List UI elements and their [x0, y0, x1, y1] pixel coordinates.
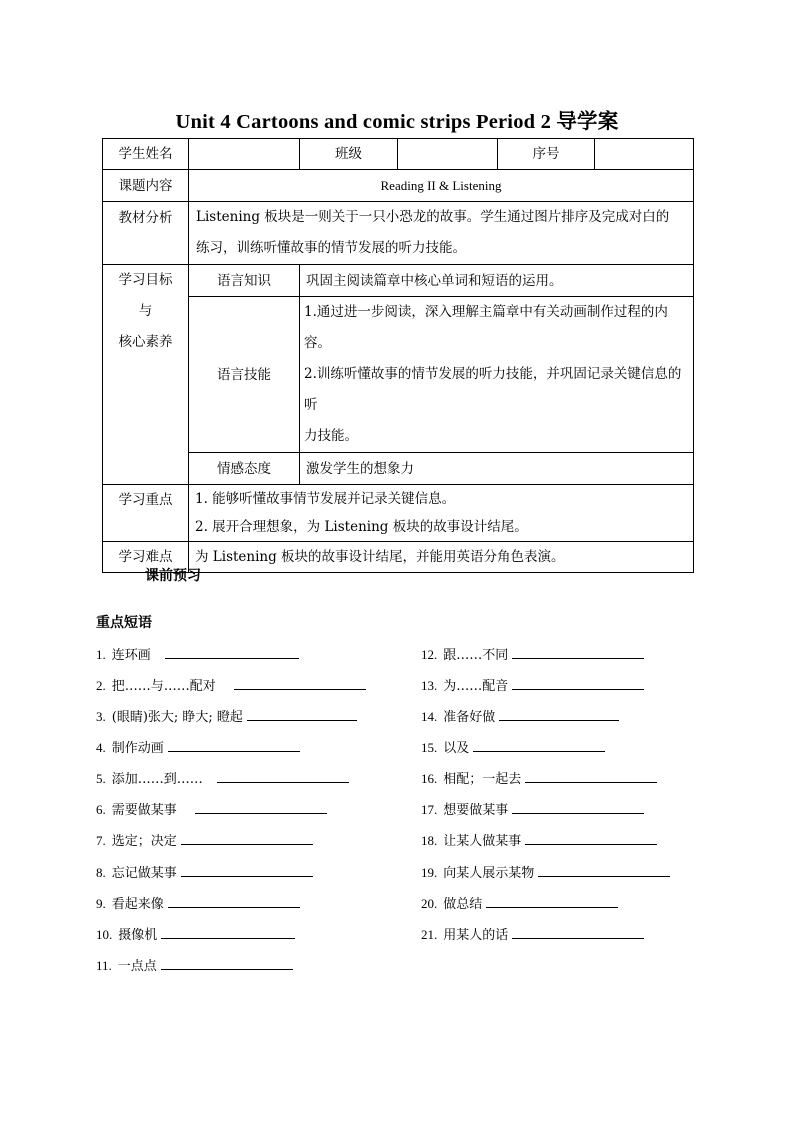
phrase-item	[421, 674, 644, 694]
phrase-text: 看起来像	[111, 897, 164, 912]
phrase-text: 摄像机	[118, 928, 158, 943]
analysis-row	[103, 202, 694, 265]
phrase-number: 11.	[96, 958, 112, 973]
skills-label: 语言技能	[189, 297, 300, 453]
phrase-item	[96, 736, 300, 756]
topic-label: 课题内容	[103, 170, 189, 202]
focus-line-1: 1. 能够听懂故事情节发展并记录关键信息。	[195, 491, 456, 507]
phrases-heading: 重点短语	[96, 615, 152, 631]
knowledge-value: 巩固主阅读篇章中核心单词和短语的运用。	[300, 265, 694, 297]
answer-blank[interactable]	[486, 892, 618, 908]
difficulty-label: 学习难点	[103, 542, 189, 573]
phrase-item	[421, 861, 670, 881]
skills-line-1: 1.通过进一步阅读，深入理解主篇章中有关动画制作过程的内容。	[304, 304, 668, 351]
phrase-item	[421, 736, 605, 756]
phrase-item	[96, 829, 313, 849]
phrase-text: 把……与……配对	[111, 679, 216, 694]
focus-label: 学习重点	[103, 485, 189, 542]
phrase-item	[96, 767, 349, 787]
phrase-text: 需要做某事	[111, 803, 177, 818]
phrase-text: 向某人展示某物	[443, 866, 535, 881]
phrase-text: 相配；一起去	[443, 772, 522, 787]
phrase-number: 16.	[421, 771, 438, 786]
answer-blank[interactable]	[247, 705, 357, 721]
goals-label	[103, 265, 189, 485]
phrase-number: 21.	[421, 927, 438, 942]
analysis-line-2: 练习，训练听懂故事的情节发展的听力技能。	[196, 240, 466, 256]
phrase-item	[421, 767, 657, 787]
phrase-number: 4.	[96, 740, 106, 755]
answer-blank[interactable]	[161, 923, 295, 939]
focus-row	[103, 485, 694, 542]
skills-line-2: 2.训练听懂故事的情节发展的听力技能，并巩固记录关键信息的听	[304, 366, 682, 413]
name-label: 学生姓名	[103, 139, 189, 170]
answer-blank[interactable]	[512, 643, 644, 659]
analysis-label: 教材分析	[103, 202, 189, 265]
knowledge-row	[103, 265, 694, 297]
answer-blank[interactable]	[161, 954, 293, 970]
phrase-number: 17.	[421, 802, 438, 817]
phrase-text: 做总结	[443, 897, 483, 912]
phrase-item	[96, 705, 357, 725]
phrase-number: 9.	[96, 896, 106, 911]
phrase-number: 13.	[421, 678, 438, 693]
lesson-info-table	[102, 138, 694, 573]
phrase-text: 制作动画	[111, 741, 164, 756]
phrase-text: 为……配音	[443, 679, 509, 694]
answer-blank[interactable]	[512, 674, 644, 690]
answer-blank[interactable]	[234, 674, 366, 690]
skills-value	[300, 297, 694, 453]
phrase-item	[96, 892, 300, 912]
page-title: Unit 4 Cartoons and comic strips Period 2 导学案	[175, 111, 619, 133]
answer-blank[interactable]	[168, 736, 300, 752]
phrase-text: 选定；决定	[111, 834, 177, 849]
answer-blank[interactable]	[538, 861, 670, 877]
phrase-item	[96, 798, 327, 818]
phrase-text: 以及	[443, 741, 470, 756]
analysis-line-1: Listening 板块是一则关于一只小恐龙的故事。学生通过图片排序及完成对白的	[196, 209, 670, 225]
answer-blank[interactable]	[525, 767, 657, 783]
answer-blank[interactable]	[512, 923, 644, 939]
phrase-item	[96, 923, 295, 943]
phrase-text: 添加……到……	[111, 772, 203, 787]
phrase-text: 让某人做某事	[443, 834, 522, 849]
phrase-item	[421, 829, 657, 849]
phrase-item	[421, 643, 644, 663]
attitude-label: 情感态度	[189, 453, 300, 485]
phrase-text: 忘记做某事	[111, 866, 177, 881]
phrase-text: 跟……不同	[443, 648, 509, 663]
answer-blank[interactable]	[168, 892, 300, 908]
phrase-text: 连环画	[111, 648, 151, 663]
phrase-number: 1.	[96, 647, 106, 662]
phrase-item	[421, 923, 644, 943]
phrase-number: 18.	[421, 833, 438, 848]
answer-blank[interactable]	[165, 643, 299, 659]
phrase-number: 10.	[96, 927, 113, 942]
phrase-number: 5.	[96, 771, 106, 786]
attitude-value: 激发学生的想象力	[300, 453, 694, 485]
phrase-number: 6.	[96, 802, 106, 817]
skills-line-3: 力技能。	[304, 428, 358, 444]
phrase-item	[421, 705, 619, 725]
focus-line-2: 2. 展开合理想象，为 Listening 板块的故事设计结尾。	[195, 519, 528, 535]
phrase-number: 8.	[96, 865, 106, 880]
topic-value: Reading II & Listening	[189, 170, 694, 202]
phrase-text: 用某人的话	[443, 928, 509, 943]
seat-field[interactable]	[595, 139, 694, 170]
answer-blank[interactable]	[217, 767, 349, 783]
answer-blank[interactable]	[195, 798, 327, 814]
phrase-number: 12.	[421, 647, 438, 662]
phrase-number: 2.	[96, 678, 106, 693]
goals-label-line-2: 与	[138, 303, 153, 319]
phrase-number: 14.	[421, 709, 438, 724]
skills-row	[103, 297, 694, 453]
knowledge-label: 语言知识	[189, 265, 300, 297]
phrase-item	[96, 954, 293, 974]
phrase-item	[96, 643, 299, 663]
phrase-number: 15.	[421, 740, 438, 755]
answer-blank[interactable]	[525, 829, 657, 845]
topic-row	[103, 170, 694, 202]
answer-blank[interactable]	[512, 798, 644, 814]
seat-label: 序号	[498, 139, 595, 170]
goals-label-line-1: 学习目标	[118, 272, 173, 288]
phrase-number: 7.	[96, 833, 106, 848]
phrase-text: 想要做某事	[443, 803, 509, 818]
phrase-text: (眼睛)张大; 睁大; 瞪起	[111, 710, 243, 725]
name-field[interactable]	[189, 139, 300, 170]
preview-heading: 课前预习	[145, 568, 201, 584]
class-label: 班级	[300, 139, 398, 170]
difficulty-value: 为 Listening 板块的故事设计结尾，并能用英语分角色表演。	[189, 542, 694, 573]
answer-blank[interactable]	[181, 829, 313, 845]
analysis-value	[189, 202, 694, 265]
answer-blank[interactable]	[181, 861, 313, 877]
phrase-item	[421, 798, 644, 818]
focus-value	[189, 485, 694, 542]
student-info-row	[103, 139, 694, 170]
phrase-number: 3.	[96, 709, 106, 724]
phrase-number: 19.	[421, 865, 438, 880]
class-field[interactable]	[398, 139, 498, 170]
attitude-row	[103, 453, 694, 485]
phrase-text: 一点点	[117, 959, 157, 974]
goals-label-line-3: 核心素养	[118, 334, 173, 350]
answer-blank[interactable]	[499, 705, 619, 721]
phrase-item	[96, 861, 313, 881]
phrase-item	[421, 892, 618, 912]
phrase-item	[96, 674, 366, 694]
phrase-text: 准备好做	[443, 710, 496, 725]
phrase-number: 20.	[421, 896, 438, 911]
answer-blank[interactable]	[473, 736, 605, 752]
